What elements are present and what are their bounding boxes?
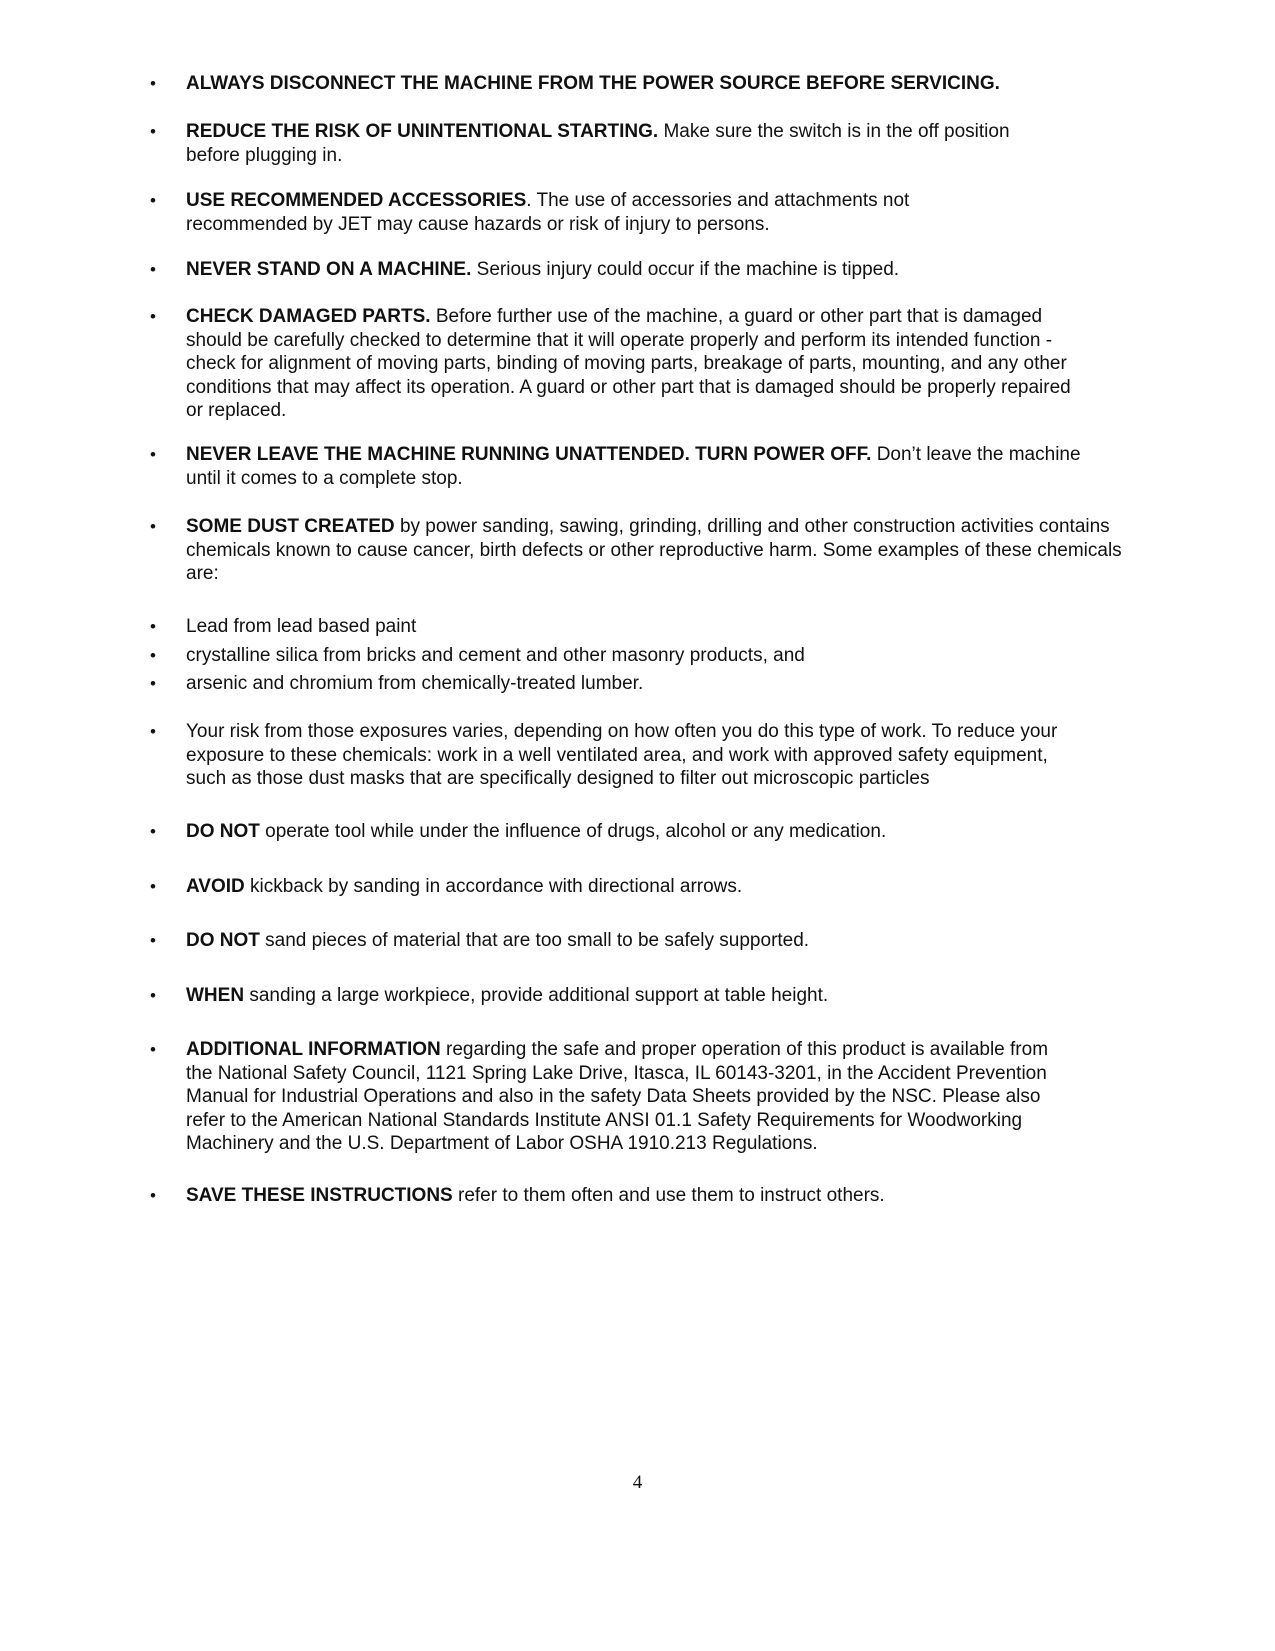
bullet-icon: • [150, 307, 156, 326]
item-heading: SAVE THESE INSTRUCTIONS [186, 1185, 453, 1206]
bullet-icon: • [150, 617, 156, 636]
item-text: arsenic and chromium from chemically-treated lumber. [186, 673, 644, 694]
bullet-icon: • [150, 445, 156, 464]
bullet-icon: • [150, 822, 156, 841]
item-text: Your risk from those exposures varies, depending on how often you do this type of work. To reduce your exposure to these chemicals: work in a well ventilated area, and work with approved safety equipment, such as those dust masks that are specifically designed to filter out microscopic particles [186, 721, 1058, 789]
item-text: . The use of accessories and attachments not recommended by JET may cause hazards or risk of injury to persons. [186, 190, 910, 235]
item-text: sanding a large workpiece, provide additional support at table height. [244, 985, 829, 1006]
item-text: Don’t leave the machine until it comes to a complete stop. [186, 444, 1081, 489]
page-number: 4 [632, 1472, 643, 1493]
bullet-icon: • [150, 122, 156, 141]
bullet-icon: • [150, 1040, 156, 1059]
item-heading: USE RECOMMENDED ACCESSORIES [186, 190, 527, 211]
item-heading: REDUCE THE RISK OF UNINTENTIONAL STARTING. [186, 121, 659, 142]
bullet-icon: • [150, 674, 156, 693]
item-text: Make sure the switch is in the off position before plugging in. [186, 121, 1010, 166]
item-heading: WHEN [186, 985, 245, 1006]
item-heading: SOME DUST CREATED [186, 516, 395, 537]
item-text: regarding the safe and proper operation of this product is available from the National Safety Council, 1121 Spring Lake Drive, Itasca, IL 60143-3201, in the Accident Prevention Manual for Industrial Operations and also in the safety Data Sheets provided by the NSC. Please also refer to the American National Standards Institute ANSI 01.1 Safety Requirements for Woodworking Machinery and the U.S. Department of Labor OSHA 1910.213 Regulations. [186, 1039, 1049, 1154]
bullet-icon: • [150, 517, 156, 536]
bullet-icon: • [150, 722, 156, 741]
bullet-icon: • [150, 191, 156, 210]
item-text: crystalline silica from bricks and cement and other masonry products, and [186, 645, 805, 666]
item-text: sand pieces of material that are too small to be safely supported. [259, 930, 810, 951]
item-text: kickback by sanding in accordance with directional arrows. [244, 876, 743, 897]
bullet-icon: • [150, 646, 156, 665]
item-heading: DO NOT [186, 930, 260, 951]
item-text: Serious injury could occur if the machine is tipped. [471, 259, 900, 280]
bullet-icon: • [150, 931, 156, 950]
item-heading: DO NOT [186, 821, 260, 842]
item-heading: ALWAYS DISCONNECT THE MACHINE FROM THE POWER SOURCE BEFORE SERVICING. [186, 73, 1000, 94]
item-text: Lead from lead based paint [186, 616, 417, 637]
bullet-icon: • [150, 74, 156, 93]
item-text: by power sanding, sawing, grinding, drilling and other construction activities contains chemicals known to cause cancer, birth defects or other reproductive harm. Some examples of these chemicals are: [186, 516, 1122, 584]
item-heading: CHECK DAMAGED PARTS. [186, 306, 431, 327]
bullet-icon: • [150, 1186, 156, 1205]
item-heading: NEVER LEAVE THE MACHINE RUNNING UNATTENDED. TURN POWER OFF. [186, 444, 872, 465]
item-heading: AVOID [186, 876, 245, 897]
item-heading: NEVER STAND ON A MACHINE. [186, 259, 472, 280]
item-heading: ADDITIONAL INFORMATION [186, 1039, 441, 1060]
item-text: operate tool while under the influence of drugs, alcohol or any medication. [259, 821, 887, 842]
item-text: Before further use of the machine, a guard or other part that is damaged should be carefully checked to determine that it will operate properly and perform its intended function - check for alignment of moving parts, binding of moving parts, breakage of parts, mounting, and any other conditions that may affect its operation. A guard or other part that is damaged should be properly repaired or replaced. [186, 306, 1071, 421]
item-text: refer to them often and use them to instruct others. [452, 1185, 885, 1206]
bullet-icon: • [150, 260, 156, 279]
bullet-icon: • [150, 877, 156, 896]
bullet-icon: • [150, 986, 156, 1005]
